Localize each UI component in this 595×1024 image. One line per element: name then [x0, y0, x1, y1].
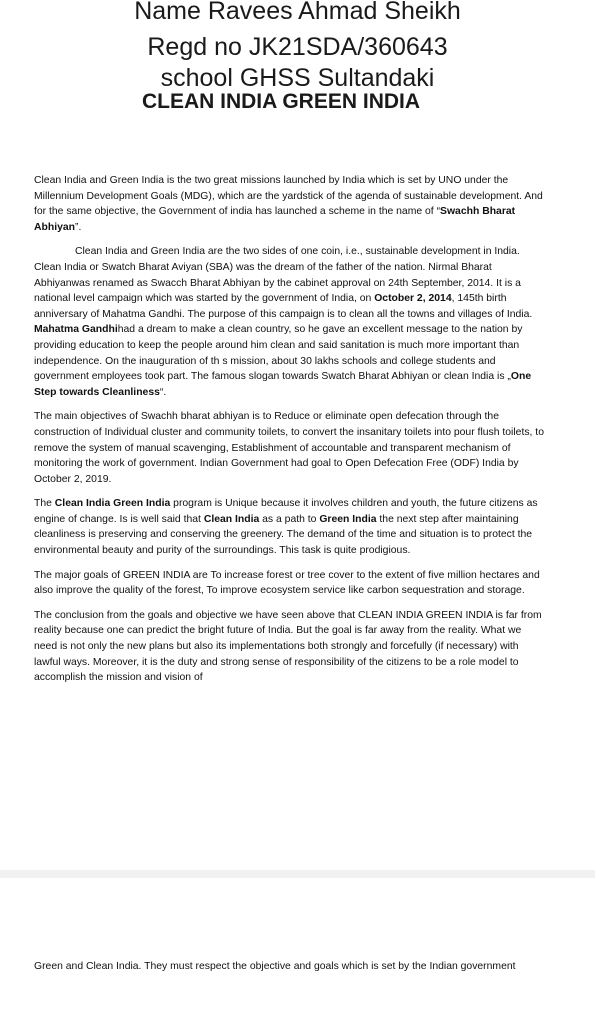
paragraph-3: The main objectives of Swachh bharat abhiyan is to Reduce or eliminate open defecation through the construction of Individual cluster and community toilets, to convert the insanitary toilets into pour flush toilets, to remove the system of manual scavenging, Establishment of accountable and transparent mechanism of monitoring the work of government. Indian Government had goal to Open Defecation Free (ODF) India by October 2, 2019. [34, 411, 544, 485]
essay-body [34, 173, 547, 695]
student-name: Name Ravees Ahmad Sheikh [134, 0, 461, 25]
registration-number: Regd no JK21SDA/360643 [147, 33, 448, 61]
page-separator [0, 870, 595, 878]
paragraph-2: Clean India and Green India are the two sides of one coin, i.e., sustainable development in India. Clean India or Swatch Bharat Aviyan (SBA) was the dream of the father of the nation. Nirmal Bharat Abhiyanwas renamed as Swacch Bharat Abhiyan by the cabinet approval on 24th September, 2014. It is a national level campaign which was started by the government of India, on October 2, 2014, 145th birth anniversary of Mahatma Gandhi. The purpose of this campaign is to clean all the towns and villages of India. Mahatma Gandhihad a dream to make a clean country, so he gave an excellent message to the nation by providing education to keep the people around him clean and said sanitation is much more important than independence. On the inauguration of th s mission, about 30 lakhs schools and college students and government employees took part. The famous slogan towards Swatch Bharat Abhiyan or clean India is „One Step towards Cleanliness“. [34, 246, 533, 398]
school-name: school GHSS Sultandaki [160, 64, 435, 92]
paragraph-6: The conclusion from the goals and objective we have seen above that CLEAN INDIA GREEN INDIA is far from reality because one can predict the bright future of India. But the goal is far away from the reality. What we need is not only the new plans but also its implementations both strongly and forcefully (if necessary) with lawful ways. Moreover, it is the duty and strong sense of responsibility of the citizens to be a role model to accomplish the mission and vision of [34, 609, 542, 684]
essay-title: CLEAN INDIA GREEN INDIA [141, 90, 421, 113]
paragraph-7: Green and Clean India. They must respect the objective and goals which is set by the Indian government [34, 961, 516, 972]
paragraph-1: Clean India and Green India is the two great missions launched by India which is set by UNO under the Millennium Development Goals (MDG), which are the yardstick of the agenda of sustainable development. And for the same objective, the Government of india has launched a scheme in the name of “Swachh Bharat Abhiyan”. [34, 175, 543, 233]
paragraph-4: The Clean India Green India program is Unique because it involves children and youth, the future citizens as engine of change. Is is well said that Clean India as a path to Green India the next step after maintaining cleanliness is preserving and conserving the greenery. The demand of the time and situation is to protect the environmental beauty and purity of the surroundings. This task is quite prodigious. [34, 498, 538, 557]
paragraph-5: The major goals of GREEN INDIA are To increase forest or tree cover to the extent of five million hectares and also improve the quality of the forest, To improve ecosystem service like carbon sequestration and storage. [34, 569, 540, 597]
document-page-2 [0, 878, 595, 1024]
